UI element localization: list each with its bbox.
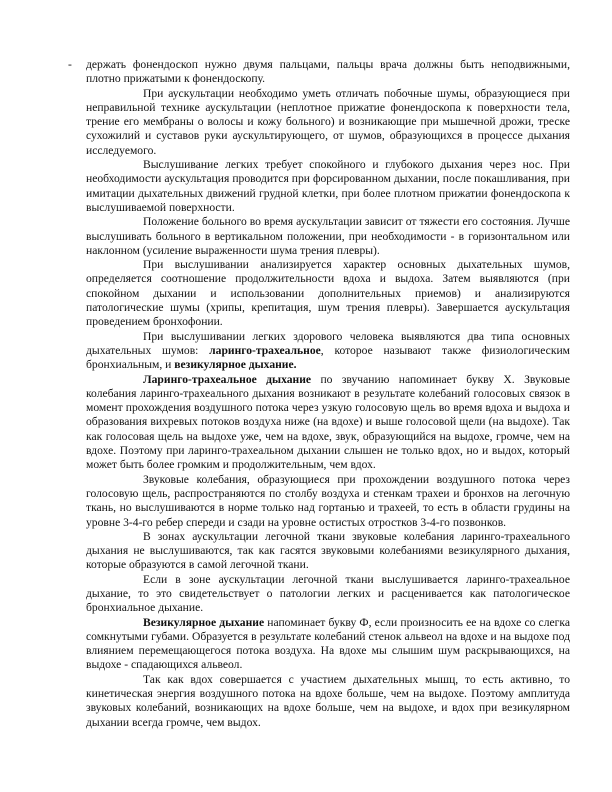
text-run: При выслушивании легких здорового человека выявляются два типа основных дыхательных шумов: <box>86 329 570 357</box>
paragraph-laryngotracheal <box>86 373 570 473</box>
paragraph-patient-position: Положение больного во время аускультации зависит от тяжести его состояния. Лучше выслушивать больного в вертикальном положении, при необходимости - в горизонтальном или наклонном (усиление выраженности шума трения плевры). <box>86 215 570 257</box>
paragraph-vesicular <box>86 616 570 673</box>
bold-term-laryngotracheal-breathing: Ларинго-трахеальное дыхание <box>143 372 312 386</box>
paragraph-inhale-energy: Так как вдох совершается с участием дыхательных мышц, то есть активно, то кинетическая энергия воздушного потока на вдохе больше, чем на выдохе. Поэтому амплитуда звуковых колебаний, возникающих на вдохе больше, чем на выдохе, и вдох при везикулярном дыхании всегда громче, чем выдох. <box>86 672 570 729</box>
paragraph-analysis: При выслушивании анализируется характер основных дыхательных шумов, определяется соотношение продолжительности вдоха и выдоха. Затем выявляются (при спокойном дыхании и использовании дополнительных приемов) и анализируются патологические шумы (хрипы, крепитация, шум трения плевры). Завершается аускультация проведением бронхофонии. <box>86 258 570 329</box>
paragraph-breath-types <box>86 330 570 373</box>
bullet-item <box>68 58 570 87</box>
text-run: по звучанию напоминает букву X. Звуковые колебания ларинго-трахеального дыхания возникают в результате колебаний голосовых связок в момент прохождения воздушного потока через узкую голосовую щель во время вдоха и выдоха и образования вихревых потоков воздуха ниже (на вдохе) и выше голосовой щели (на выдохе). Так как голосовая щель на выдохе уже, чем на вдохе, звук, образующийся на выдохе, громче, чем на вдохе. Поэтому при ларинго-трахеальном дыхании слышен не только вдох, но и выдох, который может быть более громким и продолжительным, чем вдох. <box>86 372 571 472</box>
bold-term-laryngotracheal: ларинго-трахеальное <box>209 343 321 357</box>
paragraph-lung-zones: В зонах аускультации легочной ткани звуковые колебания ларинго-трахеального дыхания не выслушиваются, так как гасятся звуковыми колебаниями везикулярного дыхания, которые образуются в самой легочной ткани. <box>86 529 570 572</box>
bullet-text: держать фонендоскоп нужно двумя пальцами, пальцы врача должны быть неподвижными, плотно прижатыми к фонендоскопу. <box>86 58 570 86</box>
paragraph-breathing-requirements: Выслушивание легких требует спокойного и глубокого дыхания через нос. При необходимости аускультация проводится при форсированном дыхании, после покашливания, при имитации дыхательных движений грудной клетки, при более плотном прижатии фонендоскопа к выслушиваемой поверхности. <box>86 158 570 214</box>
paragraph-pathology: Если в зоне аускультации легочной ткани выслушивается ларинго-трахеальное дыхание, то это свидетельствует о патологии легких и расценивается как патологическое бронхиальное дыхание. <box>86 572 570 615</box>
bold-term-vesicular: везикулярное дыхание. <box>174 358 297 372</box>
paragraph-sound-propagation: Звуковые колебания, образующиеся при прохождении воздушного потока через голосовую щель, распространяются по столбу воздуха и стенкам трахеи и бронхов на легочную ткань, но выслушиваются в норме только над гортанью и трахеей, то есть в области грудины на уровне 3-4-го ребер спереди и сзади на уровне остистых отростков 3-4-го позвонков. <box>86 472 570 529</box>
bullet-marker: - <box>68 58 72 71</box>
bold-term-vesicular-breathing: Везикулярное дыхание <box>143 615 265 629</box>
paragraph-auscultation-noises: При аускультации необходимо уметь отличать побочные шумы, образующиеся при неправильной технике аускультации (неплотное прижатие фонендоскопа к поверхности тела, трение его мембраны о волосы и кожу больного) и возникающие при мышечной дрожи, треске сухожилий и суставов руки аускультирующего, от шумов, образующихся в процессе дыхания исследуемого. <box>86 86 570 157</box>
text-run: напоминает букву Ф, если произносить ее на вдохе со слегка сомкнутыми губами. Образуется в результате колебаний стенок альвеол на вдохе и на выдохе под влиянием перемещающегося потока воздуха. На вдохе мы слышим шум раскрывающихся, на выдохе - спадающихся альвеол. <box>86 615 570 672</box>
document-page <box>68 58 571 730</box>
text-run: , которое называют также физиологическим бронхиальным, и <box>86 343 570 372</box>
